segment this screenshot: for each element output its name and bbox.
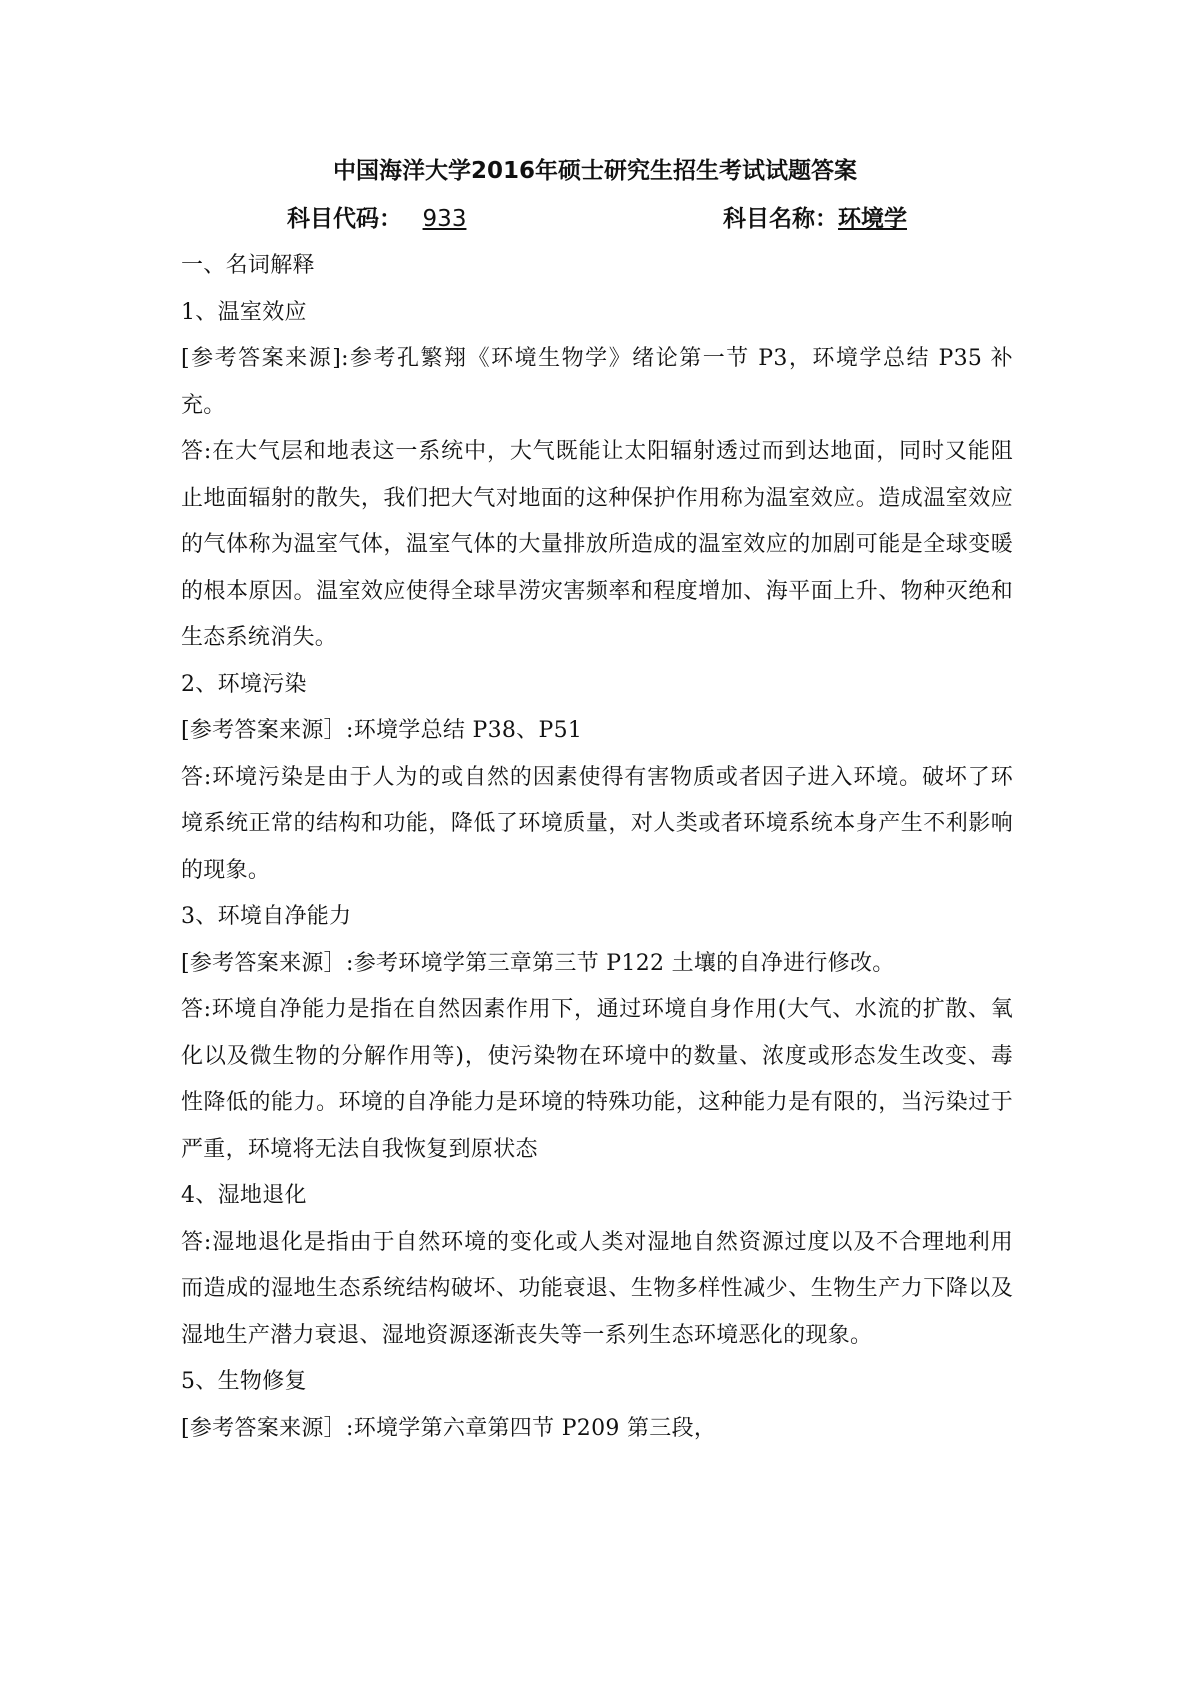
document-title: 中国海洋大学2016年硕士研究生招生考试试题答案 [332,158,857,184]
item-answer-4: 答:湿地退化是指由于自然环境的变化或人类对湿地自然资源过度以及不合理地利用而造成的湿地生态系统结构破坏、功能衰退、生物多样性减少、生物生产力下降以及湿地生产潜力衰退、湿地资源逐渐丧失等一系列生态环境恶化的现象。 [181,1229,1013,1348]
item-heading-1: 1、温室效应 [181,299,307,325]
subject-code-block [287,200,487,233]
item-heading-2: 2、环境污染 [181,671,307,697]
subject-name-value: 环境学 [838,206,907,232]
subject-name-label: 科目名称： [723,206,838,232]
item-source-1: [参考答案来源]:参考孔繁翔《环境生物学》绪论第一节 P3，环境学总结 P35 补充。 [181,346,1013,418]
item-source-2: [参考答案来源］:环境学总结 P38、P51 [181,718,583,743]
item-answer-3: 答:环境自净能力是指在自然因素作用下，通过环境自身作用(大气、水流的扩散、氧化以及微生物的分解作用等)，使污染物在环境中的数量、浓度或形态发生改变、毒性降低的能力。环境的自净能力是环境的特殊功能，这种能力是有限的，当污染过于严重，环境将无法自我恢复到原状态 [181,997,1013,1162]
item-answer-2: 答:环境污染是由于人为的或自然的因素使得有害物质或者因子进入环境。破坏了环境系统正常的结构和功能，降低了环境质量，对人类或者环境系统本身产生不利影响的现象。 [181,764,1013,883]
subject-code-label: 科目代码： [287,206,402,232]
subject-code-value: 933 [422,206,467,232]
item-heading-4: 4、湿地退化 [181,1183,307,1208]
section-heading: 一、名词解释 [181,253,315,278]
item-answer-1: 答:在大气层和地表这一系统中，大气既能让太阳辐射透过而到达地面，同时又能阻止地面辐射的散失，我们把大气对地面的这种保护作用称为温室效应。造成温室效应的气体称为温室气体，温室气体的大量排放所造成的温室效应的加剧可能是全球变暖的根本原因。温室效应使得全球旱涝灾害频率和程度增加、海平面上升、物种灭绝和生态系统消失。 [181,439,1013,650]
item-source-5: [参考答案来源］:环境学第六章第四节 P209 第三段， [181,1415,717,1441]
item-heading-3: 3、环境自净能力 [181,904,352,929]
subject-name-block [723,200,907,233]
item-heading-5: 5、生物修复 [181,1369,307,1394]
item-source-3: [参考答案来源］:参考环境学第三章第三节 P122 土壤的自净进行修改。 [181,950,895,976]
document-body [181,243,1013,1452]
